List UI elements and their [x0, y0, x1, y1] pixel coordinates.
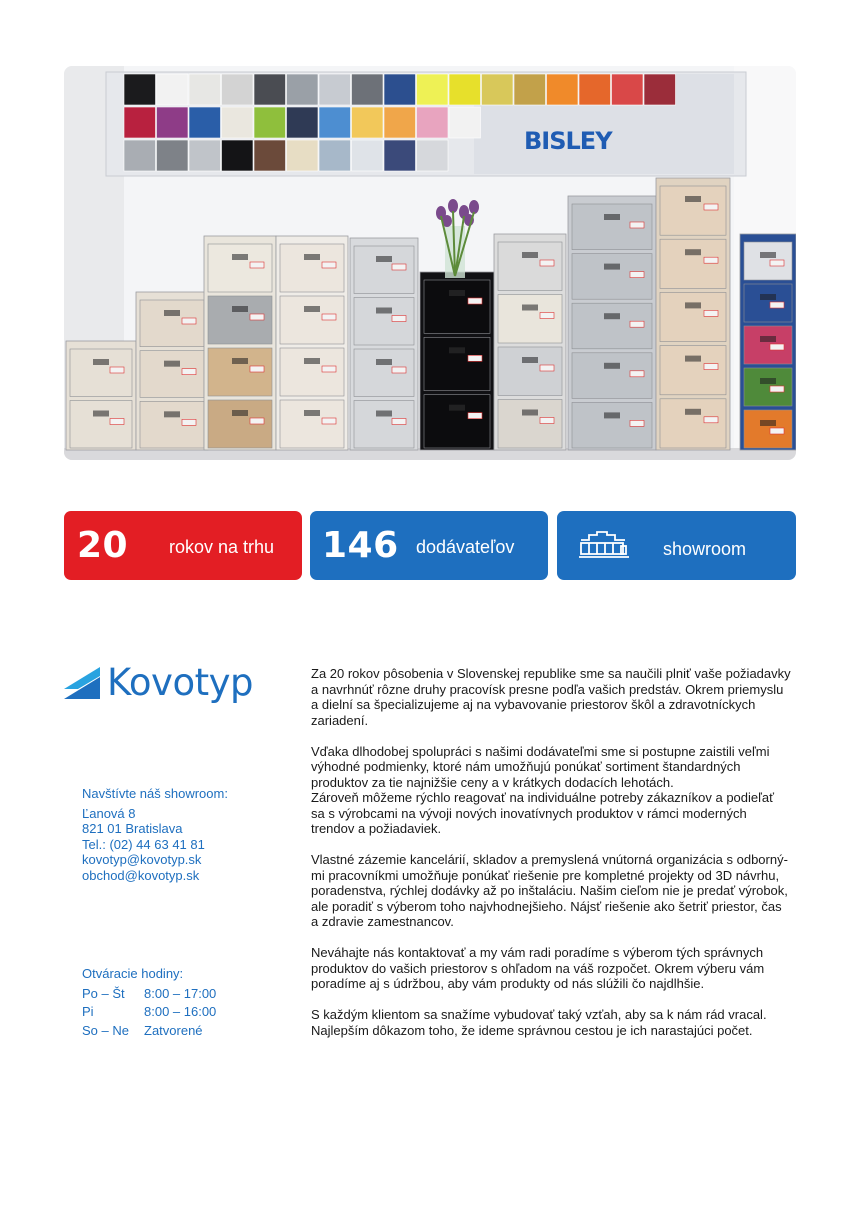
contact-email-2[interactable]: obchod@kovotyp.sk: [82, 867, 200, 883]
contact-street: Ľanová 8: [82, 805, 136, 821]
hours-heading: Otváracie hodiny:: [82, 966, 184, 981]
paragraph: Neváhajte nás kontaktovať a my vám radi poradíme s výberom tých správnych produktov do vašich priestorov s ohľadom na váš rozpočet. Okrem výberu vám poradíme aj s údržbou, aby vám produkty od nás slúžili čo najdlhšie.: [311, 945, 765, 991]
contact-heading: Navštívte náš showroom:: [82, 786, 228, 801]
svg-text:BISLEY: BISLEY: [524, 127, 612, 155]
kovotyp-logo-mark-icon: [64, 667, 102, 699]
paragraph: Za 20 rokov pôsobenia v Slovenskej republike sme sa naučili plniť vaše požiadavky a navrhnúť rôzne druhy pracovísk presne podľa vašich predstáv. Okrem priemyslu a dielní sa špecializujeme aj na vybavovanie priestorov škôl a zdravotníckych zariadení.: [311, 666, 791, 728]
stat-years-number: 20: [77, 525, 129, 566]
opening-hours: [82, 965, 282, 1040]
hours-day: Pi: [82, 1004, 94, 1019]
stat-showroom-label: showroom: [663, 539, 747, 559]
hours-row: [82, 1003, 282, 1022]
stat-showroom: [557, 511, 796, 580]
hours-day: Po – Št: [82, 985, 125, 1001]
hours-time: Zatvorené: [144, 1022, 203, 1038]
hours-row: [82, 1022, 282, 1041]
paragraph: Zároveň môžeme rýchlo reagovať na individuálne potreby zákazníkov a podieľať sa s výrobcami na vývoji nových inovatívnych produktov v rámci moderných trendov a požiadaviek.: [311, 790, 775, 836]
contact-block: [82, 786, 282, 883]
building-icon: [577, 529, 631, 566]
paragraph: S každým klientom sa snažíme vybudovať taký vzťah, aby sa k nám rád vracal. Najlepším dôkazom toho, že ideme správnou cestou je ich narastajúci počet.: [311, 1007, 767, 1038]
paragraph: Vďaka dlhodobej spolupráci s našimi dodávateľmi sme si postupne zaistili veľmi výhodné podmienky, ktoré nám umožňujú ponúkať sortiment štandardných produktov za tie najnižšie ceny a v krátkych dodacích lehotách.: [311, 743, 770, 790]
hours-day: So – Ne: [82, 1022, 129, 1038]
showroom-photo: [64, 66, 796, 460]
contact-email-1[interactable]: kovotyp@kovotyp.sk: [82, 852, 202, 867]
kovotyp-logo-text: Kovotyp: [107, 661, 253, 704]
body-text: [311, 666, 791, 1054]
stat-years: [64, 511, 302, 580]
hours-time: 8:00 – 16:00: [144, 1004, 217, 1019]
stat-suppliers-label: dodávateľov: [416, 537, 515, 557]
hours-row: [82, 985, 282, 1004]
stat-suppliers: [310, 511, 548, 580]
paragraph: Vlastné zázemie kancelárií, skladov a premyslená vnútorná organizácia s odborný-mi pracovníkmi umožňuje ponúkať riešenie pre kompletné projekty od 3D návrhu, poradenstva, rýchlej dodávky až po inštaláciu. Našim cieľom nie je predať výrobok, ale poradiť s výberom toho najvhodnejšieho. Nájsť riešenie ako šetriť priestor, čas a zdravie zamestnancov.: [311, 852, 788, 929]
hours-time: 8:00 – 17:00: [144, 985, 217, 1001]
stat-years-label: rokov na trhu: [169, 537, 275, 557]
stat-suppliers-number: 146: [322, 525, 399, 566]
contact-phone[interactable]: Tel.: (02) 44 63 41 81: [82, 836, 205, 852]
contact-city: 821 01 Bratislava: [82, 821, 183, 836]
kovotyp-logo: [64, 661, 253, 704]
